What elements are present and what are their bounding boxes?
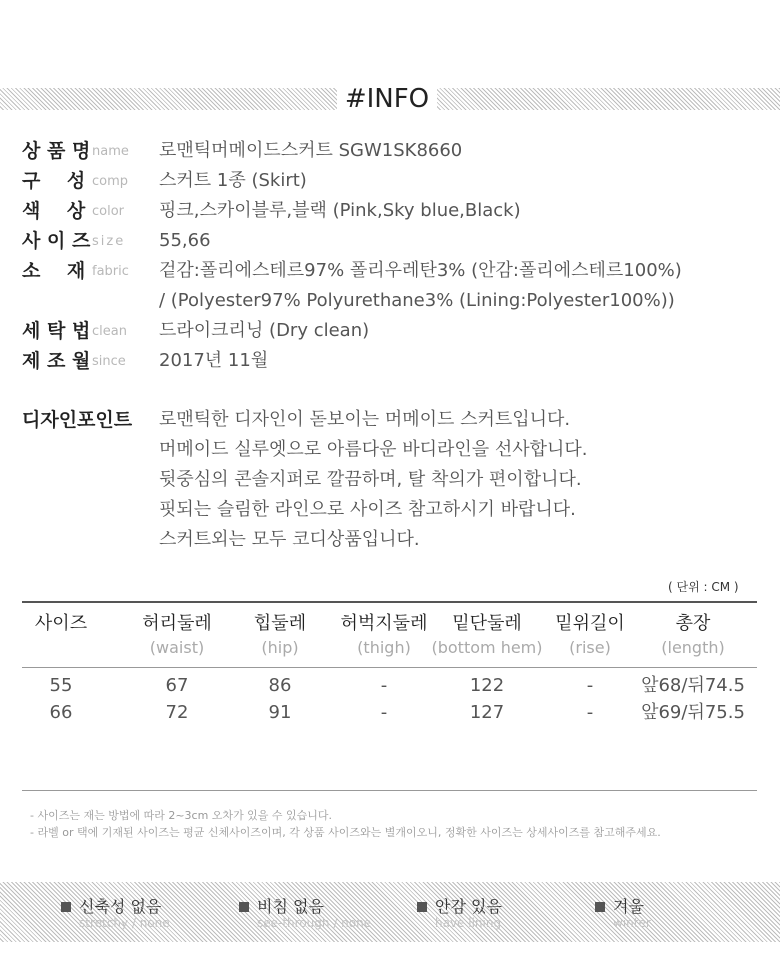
table-cell: 127 — [469, 702, 505, 723]
feature-label: 비침 없음 — [257, 897, 324, 916]
table-header-rise-en: (rise) — [569, 638, 611, 657]
info-value: 드라이크리닝 (Dry clean) — [159, 320, 370, 341]
design-line: 로맨틱한 디자인이 돋보이는 머메이드 스커트입니다. — [159, 409, 571, 430]
table-cell: 앞69/뒤75.5 — [641, 702, 745, 723]
table-cell: 67 — [165, 675, 189, 696]
table-header-length-en: (length) — [661, 638, 725, 657]
info-label: 세 탁 법 — [22, 320, 91, 342]
info-label-en: fabric — [92, 264, 129, 279]
info-label-en: name — [92, 144, 129, 159]
table-cell: - — [586, 702, 594, 723]
table-cell: 91 — [268, 702, 292, 723]
table-cell: 55 — [49, 675, 73, 696]
table-header-bottom-hem-en: (bottom hem) — [431, 638, 543, 657]
info-value: 겉감:폴리에스테르97% 폴리우레탄3% (안감:폴리에스테르100%) — [159, 260, 682, 281]
feature-sub: winter — [613, 916, 651, 930]
info-value: 55,66 — [159, 230, 211, 251]
design-point-label: 디자인포인트 — [22, 409, 133, 431]
info-value: 로맨틱머메이드스커트 SGW1SK8660 — [159, 140, 463, 161]
table-top-rule — [22, 601, 757, 603]
feature-sub: have lining — [435, 916, 502, 930]
feature-sub: see-through / none — [257, 916, 372, 930]
info-row-clean — [22, 318, 762, 344]
info-row-name — [22, 138, 762, 164]
feature-label: 안감 있음 — [435, 897, 502, 916]
table-header-rise: 밑위길이 — [555, 613, 625, 634]
info-label-en: clean — [92, 324, 127, 339]
table-header-bottom-hem: 밑단둘레 — [452, 613, 522, 634]
info-label: 상 품 명 — [22, 140, 91, 162]
table-header-hip: 힙둘레 — [253, 613, 307, 634]
info-label: 사 이 즈 — [22, 230, 91, 252]
table-header-size: 사이즈 — [34, 613, 88, 634]
info-row-fabric — [22, 258, 762, 314]
feature-sub: stretchy / none — [79, 916, 170, 930]
square-bullet-icon — [239, 902, 249, 912]
info-label: 색 상 — [22, 200, 86, 222]
table-header-waist: 허리둘레 — [142, 613, 212, 634]
table-cell: - — [586, 675, 594, 696]
info-label-en: color — [92, 204, 125, 219]
info-value-line2: / (Polyester97% Polyurethane3% (Lining:Polyester100%)) — [159, 290, 675, 311]
table-cell: 86 — [268, 675, 292, 696]
info-label-en: comp — [92, 174, 129, 189]
table-header-thigh: 허벅지둘레 — [340, 613, 428, 634]
table-header-rule — [22, 667, 757, 668]
table-header-length: 총장 — [675, 613, 711, 634]
size-note: - 사이즈는 재는 방법에 따라 2~3cm 오차가 있을 수 있습니다. — [30, 809, 333, 822]
feature-label: 신축성 없음 — [79, 897, 162, 916]
design-line: 핏되는 슬림한 라인으로 사이즈 참고하시기 바랍니다. — [159, 499, 576, 520]
design-line: 스커트외는 모두 코디상품입니다. — [159, 529, 420, 550]
info-row-color — [22, 198, 762, 224]
info-label: 소 재 — [22, 260, 86, 282]
info-label-en: size — [92, 234, 126, 249]
info-row-since — [22, 348, 762, 374]
info-row-size — [22, 228, 762, 254]
info-title: #INFO — [337, 84, 437, 114]
info-label: 제 조 월 — [22, 350, 91, 372]
table-bottom-rule — [22, 790, 757, 791]
unit-label: ( 단위 : CM ) — [668, 580, 739, 594]
design-line: 머메이드 실루엣으로 아름다운 바디라인을 선사합니다. — [159, 439, 588, 460]
square-bullet-icon — [61, 902, 71, 912]
square-bullet-icon — [417, 902, 427, 912]
table-cell: 72 — [165, 702, 189, 723]
info-label-en: since — [92, 354, 126, 369]
info-row-comp — [22, 168, 762, 194]
table-cell: 앞68/뒤74.5 — [641, 675, 745, 696]
square-bullet-icon — [595, 902, 605, 912]
table-header-thigh-en: (thigh) — [357, 638, 411, 657]
design-line: 뒷중심의 콘솔지퍼로 깔끔하며, 탈 착의가 편이합니다. — [159, 469, 582, 490]
info-label: 구 성 — [22, 170, 86, 192]
table-cell: 122 — [469, 675, 505, 696]
feature-label: 겨울 — [613, 897, 644, 916]
info-value: 스커트 1종 (Skirt) — [159, 170, 307, 191]
info-value: 2017년 11월 — [159, 350, 269, 371]
table-header-hip-en: (hip) — [261, 638, 299, 657]
table-cell: - — [380, 702, 388, 723]
table-cell: - — [380, 675, 388, 696]
size-note: - 라벨 or 택에 기재된 사이즈는 평균 신체사이즈이며, 각 상품 사이즈와는 별개이오니, 정확한 사이즈는 상세사이즈를 참고해주세요. — [30, 826, 661, 839]
table-header-waist-en: (waist) — [149, 638, 205, 657]
table-cell: 66 — [49, 702, 73, 723]
info-value: 핑크,스카이블루,블랙 (Pink,Sky blue,Black) — [159, 200, 521, 221]
